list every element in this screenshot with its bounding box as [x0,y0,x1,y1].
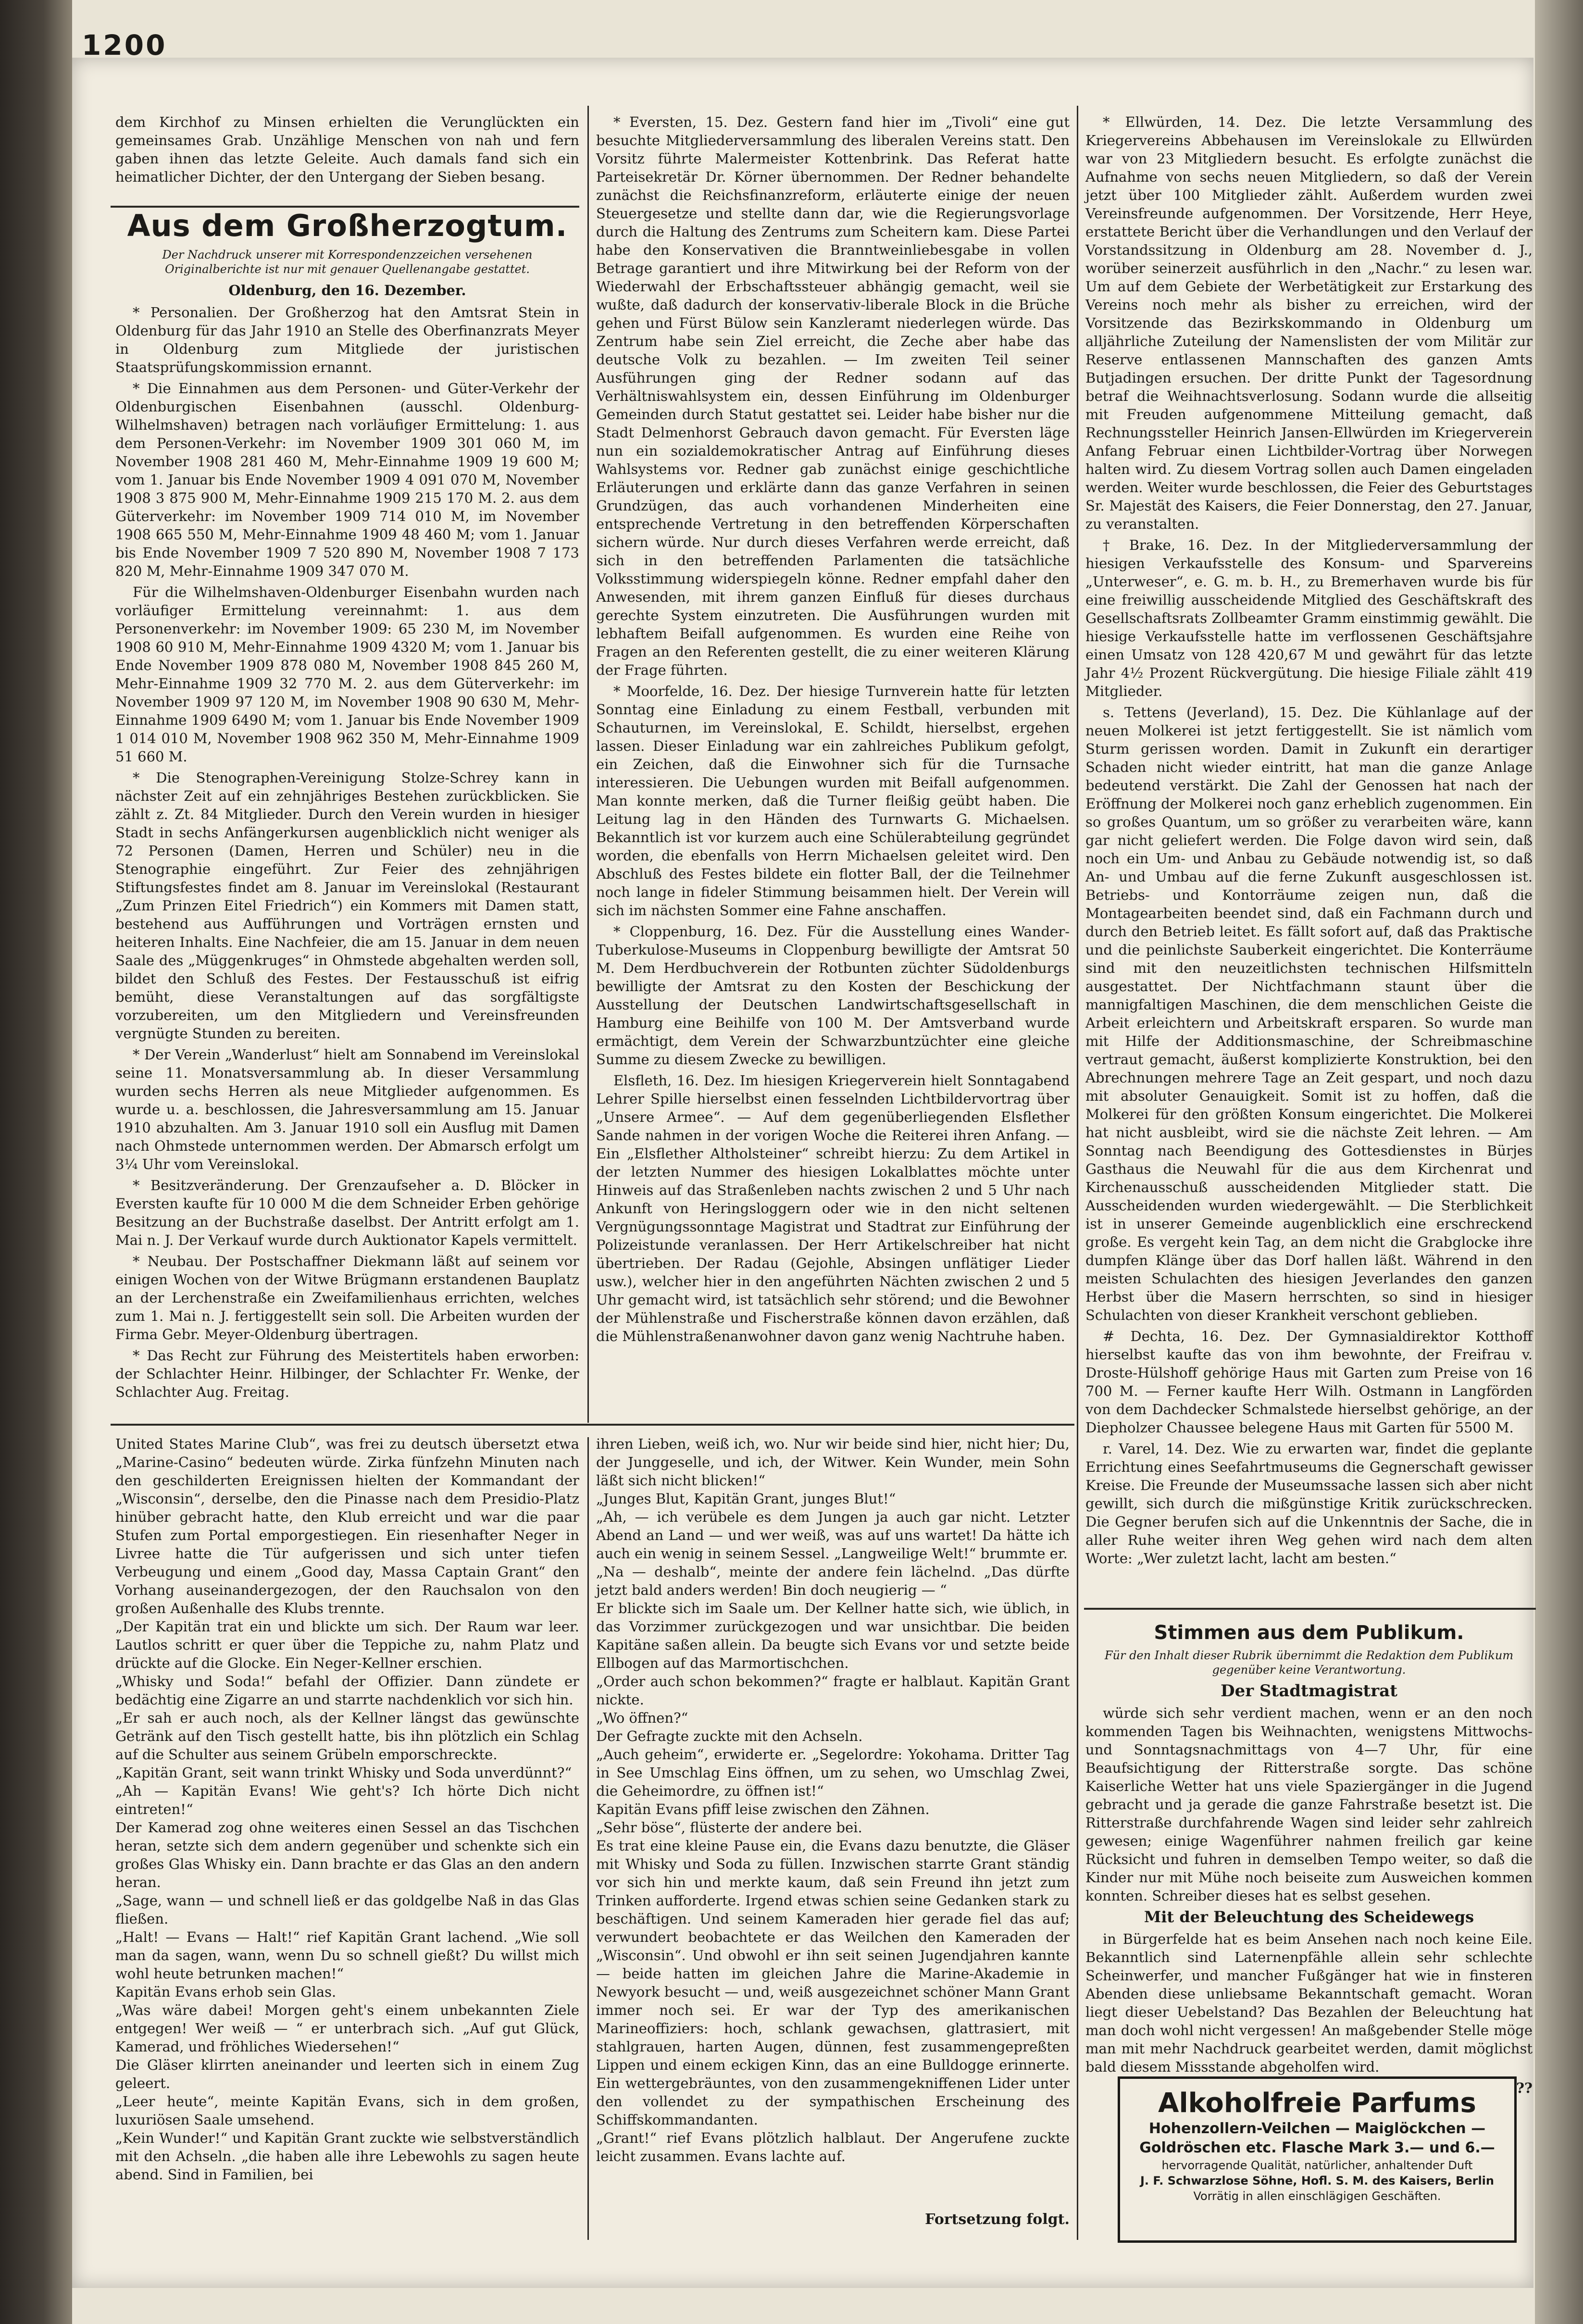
advertisement [1118,2076,1517,2243]
article-text: * Personalien. Der Großherzog hat den Amtsrat Stein in Oldenburg für das Jahr 1910 an Stelle des Oberfinanzrats Meyer in Oldenburg zum Mitgliede der juristischen Staatsprüfungskommission ernannt. [115,304,579,375]
section-note: Der Nachdruck unserer mit Korrespondenzzeichen versehenen Originalberichte ist nur mit genauer Quellenangabe gestattet. [162,248,533,276]
article-text: * Das Recht zur Führung des Meistertitels haben erworben: der Schlachter Heinr. Hilbinger, der Schlachter Fr. Wenke, der Schlachter Aug. Freitag. [115,1347,579,1400]
ad-line: hervorragende Qualität, natürlicher, anhaltender Duft [1161,2159,1473,2172]
article-text: Elsfleth, 16. Dez. Im hiesigen Kriegerverein hielt Sonntagabend Lehrer Spille hierselbst einen fesselnden Lichtbildervortrag über „Unsere Armee“. — Auf dem gegenüberliegenden Elsflether Sande nahmen in der vorigen Woche die Reiterei ihren Anfang. — Ein „Elsflether Altholsteiner“ schreibt hierzu: Zu dem Artikel in der letzten Nummer des hiesigen Lokalblattes möchte unter Hinweis auf das Straßenleben nachts zwischen 2 und 5 Uhr nach Ankunft von Heringsloggern oder wie in den nicht seltenen Vergnügungssonntage Magistrat und Stadtrat zur Einführung der Polizeistunde veranlassen. Der Herr Artikelschreiber hat nicht übertrieben. Der Radau (Gejohle, Absingen unflätiger Lieder usw.), welcher hier in den angeführten Nächten zwischen 2 und 5 Uhr gemacht wird, ist tatsächlich sehr störend; und die Bewohner der Mühlenstraße und Fischerstraße können davon erzählen, daß die Mühlenstraßenanwohner davon ganz wenig Nachtruhe haben. [596,1072,1070,1344]
book-binding [0,0,72,2324]
publikum-signature: ?? [1516,2080,1533,2096]
publikum-subhead: Der Stadtmagistrat [1221,1681,1397,1701]
article-text: * Die Stenographen-Vereinigung Stolze-Schrey kann in nächster Zeit auf ein zehnjähriges Bestehen zurückblicken. Sie zählt z. Zt. 84 Mitglieder. Durch den Verein wurden in hiesiger Stadt in sechs Anfängerkursen augenblicklich nicht weniger als 72 Personen (Damen, Herren und Schüler) neu in die Stenographie eingeführt. Zur Feier des zehnjährigen Stiftungsfestes findet am 8. Januar im Vereinslokal (Restaurant „Zum Prinzen Eitel Friedrich“) ein Kommers mit Damen statt, bestehend aus Aufführungen und Vorträgen ernsten und heiteren Inhalts. Eine Nachfeier, die am 15. Januar in dem neuen Saale des „Müggenkruges“ in Ohmstede abgehalten werden soll, bildet den Schluß des Festes. Der Festausschuß ist eifrig bemüht, diese Veranstaltungen auf das sorgfältigste vorzubereiten, um den Mitgliedern und Vereinsfreunden vergnügte Stunden zu bereiten. [115,770,579,1042]
serial-story-right: ihren Lieben, weiß ich, wo. Nur wir beide sind hier, nicht hier; Du, der Junggeselle, und ich, der Witwer. Kein Wunder, mein Sohn läßt sich nicht blicken!“ „Junges Blut, Kapitän Grant, junges Blut!“ „Ah, — ich verübele es dem Jungen ja auch gar nicht. Letzter Abend an Land — und wer weiß, was auf uns wartet! Da hätte ich auch ein wenig in seinem Sessel. „Langweilige Welt!“ brummte er. „Na — deshalb“, meinte der andere fein lächelnd. „Das dürfte jetzt bald anders werden! Bin doch neugierig — “ Er blickte sich im Saale um. Der Kellner hatte sich, wie üblich, in das Vorzimmer zurückgezogen und war unsichtbar. Die beiden Kapitäne saßen allein. Da beugte sich Evans vor und setzte beide Ellbogen auf das Marmortischchen. „Order auch schon bekommen?“ fragte er halblaut. Kapitän Grant nickte. „Wo öffnen?“ Der Gefragte zuckte mit den Achseln. „Auch geheim“, erwiderte er. „Segelordre: Yokohama. Dritter Tag in See Umschlag Eins öffnen, um zu sehen, wo Umschlag Zwei, die Geheimordre, zu öffnen ist!“ Kapitän Evans pfiff leise zwischen den Zähnen. „Sehr böse“, flüsterte der andere bei. Es trat eine kleine Pause ein, die Evans dazu benutzte, die Gläser mit Whisky und Soda zu füllen. Inzwischen starrte Grant ständig vor sich hin und merkte kaum, daß sein Freund ihn jetzt zum Trinken aufforderte. Irgend etwas schien seine Gedanken stark zu beschäftigen. Und seinem Kameraden hier gerade fiel das auf; verwundert beobachtete er das Weilchen den Kameraden der „Wisconsin“. Und obwohl er ihn seit seinen Jugendjahren kannte — beide hatten im gleichen Jahre die Marine-Akademie in Newyork besucht — und, weiß ausgezeichnet schöner Mann Grant immer noch sei. Er war der Typ des amerikanischen Marineoffiziers: hoch, schlank gewachsen, glattrasiert, mit stahlgrauen, harten Augen, dünnen, fest zusammengepreßten Lippen und einem eckigen Kinn, das an eine Bulldogge erinnerte. Ein wettergebräuntes, von den zusammengekniffenen Lider unter den vollendet zu der sympathischen Erscheinung des Schiffskommandanten. „Grant!“ rief Evans plötzlich halblaut. Der Angerufene zuckte leicht zusammen. Evans lachte auf. [596,1436,1070,2164]
section-title: Aus dem Großherzogtum. [127,208,568,243]
article-text: r. Varel, 14. Dez. Wie zu erwarten war, findet die geplante Errichtung eines Seefahrtmuseums die Gegnerschaft gewisser Kreise. Die Freunde der Museumssache lassen sich aber nicht gewillt, sich durch die mißgünstige Kritik zurückschrecken. Die Gegner berufen sich auf die Unkenntnis der Sache, die in aller Ruhe weiter ihren Weg gehen wird nach dem alten Worte: „Wer zuletzt lacht, lacht am besten.“ [1085,1441,1533,1566]
article-text: dem Kirchhof zu Minsen erhielten die Verunglückten ein gemeinsames Grab. Unzählige Menschen von nah und fern gaben ihnen das letzte Geleite. Auch damals fand sich ein heimatlicher Dichter, der den Untergang der Sieben besang. [115,114,579,185]
article-text: # Dechta, 16. Dez. Der Gymnasialdirektor Kotthoff hierselbst kaufte das von ihm bewohnte, der Freifrau v. Droste-Hülshoff gehörige Haus mit Garten zum Preise von 16 700 M. — Ferner kaufte Herr Wilh. Ostmann in Langförden von dem Dachdecker Schmalstede hierselbst gehörige, an der Diepholzer Chaussee belegene Haus mit Garten für 5500 M. [1085,1328,1533,1436]
article-text: Für die Wilhelmshaven-Oldenburger Eisenbahn wurden nach vorläufiger Ermittelung vereinnahmt: 1. aus dem Personenverkehr: im November 1909: 65 230 M, im November 1908 60 910 M, Mehr-Einnahme 1909 4320 M; vom 1. Januar bis Ende November 1909 878 080 M, November 1908 845 260 M, Mehr-Einnahme 1909 32 770 M. 2. aus dem Güterverkehr: im November 1909 97 120 M, im November 1908 90 630 M, Mehr-Einnahme 1909 6490 M; vom 1. Januar bis Ende November 1909 1 014 010 M, November 1908 962 350 M, Mehr-Einnahme 1909 51 660 M. [115,584,579,765]
continued-note: Fortsetzung folgt. [925,2211,1070,2228]
publikum-subhead: Mit der Beleuchtung des Scheidewegs [1144,1908,1474,1926]
serial-story-left: United States Marine Club“, was frei zu deutsch übersetzt etwa „Marine-Casino“ bedeuten würde. Zirka fünfzehn Minuten nach den geschilderten Ereignissen hielten der Kommandant der „Wisconsin“, derselbe, den die Pinasse nach dem Presidio-Platz hinüber gebracht hatte, den Klub erreicht und war die paar Stufen zum Portal emporgestiegen. Ein riesenhafter Neger in Livree hatte die Tür aufgerissen und sich unter tiefen Verbeugung und einem „Good day, Massa Captain Grant“ den Vorhang auseinandergezogen, der den Rauchsalon von den großen Außenhalle des Klubs trennte. „Der Kapitän trat ein und blickte um sich. Der Raum war leer. Lautlos schritt er quer über die Teppiche zu, nahm Platz und drückte auf die Glocke. Ein Neger-Kellner erschien. „Whisky und Soda!“ befahl der Offizier. Dann zündete er bedächtig eine Zigarre an und starrte nachdenklich vor sich hin. „Er sah er auch noch, als der Kellner längst das gewünschte Getränk auf den Tisch gestellt hatte, bis ihn plötzlich ein Schlag auf die Schulter aus seinem Grübeln emporschreckte. „Kapitän Grant, seit wann trinkt Whisky und Soda unverdünnt?“ „Ah — Kapitän Evans! Wie geht's? Ich hörte Dich nicht eintreten!“ Der Kamerad zog ohne weiteres einen Sessel an das Tischchen heran, setzte sich dem andern gegenüber und schenkte sich ein großes Glas Whisky ein. Dann brachte er das Glas an den andern heran. „Sage, wann — und schnell ließ er das goldgelbe Naß in das Glas fließen. „Halt! — Evans — Halt!“ rief Kapitän Grant lachend. „Wie soll man da sagen, wann, wenn Du so schnell gießt? Du willst mich wohl heute betrunken machen!“ Kapitän Evans erhob sein Glas. „Was wäre dabei! Morgen geht's einem unbekannten Ziele entgegen! Wer weiß — “ er unterbrach sich. „Auf gut Glück, Kamerad, und fröhliches Wiedersehen!“ Die Gläser klirrten aneinander und leerten sich in einem Zug geleert. „Leer heute“, meinte Kapitän Evans, sich in dem großen, luxuriösen Saale umsehend. „Kein Wunder!“ und Kapitän Grant zuckte wie selbstverständlich mit den Achseln. „die haben alle ihre Lebewohls zu sagen heute abend. Sind in Familien, bei [115,1436,579,2183]
article-text: * Cloppenburg, 16. Dez. Für die Ausstellung eines Wander-Tuberkulose-Museums in Cloppenburg bewilligte der Amtsrat 50 M. Dem Herdbuchverein der Rotbunten züchter Südoldenburgs bewilligte der Amtsrat zu den Kosten der Beschickung der Ausstellung der Deutschen Landwirtschaftsgesellschaft in Hamburg eine Beihilfe von 100 M. Der Amtsverband wurde ermächtigt, dem Verein der Schwarzbuntzüchter eine gleiche Summe zu diesem Zwecke zu bewilligen. [596,923,1070,1068]
article-text: * Neubau. Der Postschaffner Diekmann läßt auf seinem vor einigen Wochen von der Witwe Brügmann erstandenen Bauplatz an der Lerchenstraße ein Zweifamilienhaus errichten, welches zum 1. Mai n. J. fertiggestellt sein soll. Die Arbeiten wurden der Firma Gebr. Meyer-Oldenburg übertragen. [115,1253,579,1342]
dateline: Oldenburg, den 16. Dezember. [228,282,466,298]
column-3 [1085,113,1533,1603]
publikum-section [1085,1617,1533,2096]
publikum-title: Stimmen aus dem Publikum. [1154,1622,1464,1644]
publikum-text: würde sich sehr verdient machen, wenn er an den noch kommenden Tagen bis Weihnachten, wenigstens Mittwochs- und Sonntagsnachmittags von 4—7 Uhr, für eine Beaufsichtigung der Ritterstraße sorgte. Das schöne Kaiserliche Wetter hat uns viele Spaziergänger in die Jugend gebracht und ja gerade die ganze Fahrstraße besetzt ist. Die Ritterstraße durchfahrende Wagen sind leider sehr zahlreich gewesen; einige Wagenführer nahmen freilich gar keine Rücksicht und fuhren in demselben Tempo weiter, so daß die Kinder nur mit Mühe noch beiseite zum Ausweichen kommen konnten. Schreiber dieses hat es selbst gesehen. [1085,1705,1533,1904]
publikum-text: in Bürgerfelde hat es beim Ansehen nach noch keine Eile. Bekanntlich sind Laternenpfähle allein sehr schlechte Scheinwerfer, und mancher Fußgänger hat wie in finsteren Abenden diese unliebsame Bekanntschaft gemacht. Woran liegt dieser Uebelstand? Das Bezahlen der Beleuchtung hat man doch wohl nicht vergessen! An maßgebender Stelle möge man mit mehr Nachdruck gearbeitet werden, damit möglichst bald diesem Missstande abgeholfen wird. [1085,1931,1533,2075]
column-1 [115,113,579,1420]
column-rule [1077,106,1078,2240]
article-text: * Moorfelde, 16. Dez. Der hiesige Turnverein hatte für letzten Sonntag eine Einladung zu einem Festball, verbunden mit Schauturnen, im Vereinslokal, E. Schildt, hierselbst, ergehen lassen. Dieser Einladung war ein zahlreiches Publikum gefolgt, ein Zeichen, daß die Einwohner sich für die Turnsache interessieren. Die Uebungen wurden mit Beifall aufgenommen. Man konnte merken, daß die Turner fleißig geübt haben. Die Leitung lag in den Händen des Turnwarts G. Michaelsen. Bekanntlich ist vor kurzem auch eine Schülerabteilung gegründet worden, die ebenfalls von Herrn Michaelsen geleitet wird. Den Abschluß des Festes bildete ein flotter Ball, der die Teilnehmer noch lange in fideler Stimmung beisammen hielt. Der Verein will sich im nächsten Sommer eine Fahne anschaffen. [596,683,1070,919]
ad-title: Alkoholfreie Parfums [1158,2088,1476,2119]
publikum-note: Für den Inhalt dieser Rubrik übernimmt die Redaktion dem Publikum gegenüber keine Verantwortung. [1104,1649,1514,1677]
ad-line: Goldröschen etc. Flasche Mark 3.— und 6.— [1139,2139,1495,2156]
article-text: * Die Einnahmen aus dem Personen- und Güter-Verkehr der Oldenburgischen Eisenbahnen (ausschl. Oldenburg-Wilhelmshaven) betragen nach vorläufiger Ermittelung: 1. aus dem Personen-Verkehr: im November 1909 301 060 M, im November 1908 281 460 M, Mehr-Einnahme 1909 19 600 M; vom 1. Januar bis Ende November 1909 4 091 070 M, November 1908 3 875 900 M, Mehr-Einnahme 1909 215 170 M. 2. aus dem Güterverkehr: im November 1909 714 010 M, im November 1908 665 550 M, Mehr-Einnahme 1909 48 460 M; vom 1. Januar bis Ende November 1909 7 520 890 M, November 1908 7 173 820 M, Mehr-Einnahme 1909 347 070 M. [115,380,579,579]
page-number: 1200 [82,29,167,62]
article-text: * Eversten, 15. Dez. Gestern fand hier im „Tivoli“ eine gut besuchte Mitgliederversammlung des liberalen Vereins statt. Den Vorsitz führte Malermeister Kottenbrink. Das Referat hatte Parteisekretär Dr. Körner übernommen. Der Redner behandelte zunächst die Reichsfinanzreform, erläuterte einige der neuen Steuergesetze und stellte dann dar, wie die Regierungsvorlage durch die Haltung des Zentrums zum Scheitern kam. Diese Partei habe den Konservativen die Branntweinliebesgabe in vollen Betrage garantiert und ihre Mitwirkung bei der Reform von der Wiederwahl der Erbschaftssteuer abhängig gemacht, weil sie wußte, daß dadurch der konservativ-liberale Block in die Brüche gehen und Fürst Bülow sein Kanzleramt niederlegen würde. Das Zentrum habe sein Ziel erreicht, die Zeche aber habe das deutsche Volk zu bezahlen. — Im zweiten Teil seiner Ausführungen ging der Redner sodann auf das Verhältniswahlsystem ein, dessen Einführung im Oldenburger Gemeinden durch Statut gestattet sei. Leider habe bisher nur die Stadt Delmenhorst Gebrauch davon gemacht. Für Eversten läge nun ein sozialdemokratischer Antrag auf Einführung dieses Wahlsystems vor. Redner gab zunächst einige geschichtliche Erläuterungen und erklärte dann das ganze Verfahren in seinen Grundzügen, das auch vorhandenen Minderheiten eine entsprechende Vertretung in den betreffenden Körperschaften sichern würde. Nur durch dieses Verfahren werde erreicht, daß sich in den betreffenden Parlamenten die tatsächliche Volksstimmung widerspiegeln könne. Redner empfahl daher den Anwesenden, mit ihrem ganzen Einfluß für dieses durchaus gerechte System einzutreten. Die Ausführungen wurden mit lebhaftem Beifall aufgenommen. Es wurden eine Reihe von Fragen an den Referenten gestellt, die zu einer weiteren Klärung der Frage führten. [596,114,1070,678]
article-text: s. Tettens (Jeverland), 15. Dez. Die Kühlanlage auf der neuen Molkerei ist jetzt fertiggestellt. Sie ist nämlich vom Sturm gerissen worden. Damit in Zukunft ein derartiger Schaden nicht wieder eintritt, hat man die ganze Anlage bedeutend verstärkt. Die Zahl der Genossen hat nach der Eröffnung der Molkerei noch ganz erheblich zugenommen. Ein so großes Quantum, um so größer zu verarbeiten wäre, kann gar nicht geliefert werden. Die Folge davon wird sein, daß noch ein Um- und Anbau zu Gebäude notwendig ist, so daß An- und Umbau auf die ferne Zukunft ausgeschlossen ist. Betriebs- und Kontorräume zeigen nun, daß die Montagearbeiten beendet sind, daß ein Fachmann durch und durch den Betrieb leitet. Es fällt sofort auf, daß das Praktische und die peinlichste Sauberkeit eingerichtet. Die Konterräume sind mit den neuzeitlichsten technischen Hilfsmitteln ausgestattet. Der Nichtfachmann staunt über die mannigfaltigen Maschinen, die dem menschlichen Geiste die Arbeit erleichtern und Arbeitskraft ersparen. So wurde man mit Hilfe der Additionsmaschine, der Schreibmaschine vertraut gemacht, äußerst komplizierte Konstruktion, bei den Abrechnungen mehrere Tage an Zeit gespart, und noch dazu mit absoluter Genauigkeit. Somit ist zu hoffen, daß die Molkerei für den größten Konsum eingerichtet. Die Molkerei hat nicht ausbleibt, wird sie die nächste Zeit lehren. — Am Sonntag nach Beendigung des Gottesdienstes in Bürjes Gasthaus die Neuwahl für die aus dem Kirchenrat und Kirchenausschuß ausscheidenden Mitglieder statt. Die Ausscheidenden wurden wiedergewählt. — Die Sterblichkeit ist in unserer Gemeinde augenblicklich eine erschreckend große. Es vergeht kein Tag, an dem nicht die Grabglocke ihre dumpfen Klänge über das Dorf hallen läßt. Während in den meisten Schulachten des hiesigen Jeverlandes den ganzen Herbst über die Masern herrschten, so sind in hiesiger Schulachten von dieser Krankheit verschont geblieben. [1085,704,1533,1323]
article-text: * Ellwürden, 14. Dez. Die letzte Versammlung des Kriegervereins Abbehausen im Vereinslokale zu Ellwürden war von 23 Mitgliedern besucht. Es erfolgte zunächst die Aufnahme von sechs neuen Mitgliedern, so daß der Verein jetzt über 100 Mitglieder zählt. Außerdem wurden zwei Vereinsfreunde aufgenommen. Der Vorsitzende, Herr Heye, erstattete Bericht über die Verhandlungen und den Verlauf der Vorstandssitzung in Oldenburg am 28. November d. J., worüber seinerzeit ausführlich in den „Nachr.“ zu lesen war. Um auf dem Gebiete der Werbetätigkeit zur Erstarkung des Vereins noch mehr als bisher zu erreichen, wird der Vorsitzende das Bezirkskommando in Oldenburg um alljährliche Zuteilung der Namenslisten der vom Militär zur Reserve entlassenen Mannschaften des ganzen Amts Butjadingen ersuchen. Der dritte Punkt der Tagesordnung betraf die Weihnachtsverlosung. Sodann wurde die allseitig mit Freuden aufgenommene Mitteilung gemacht, daß Rechnungssteller Heinrich Jansen-Ellwürden im Kriegerverein Anfang Februar einen Lichtbilder-Vortrag über Norwegen halten wird. Zu diesem Vortrag sollen auch Damen eingeladen werden. Weiter wurde beschlossen, die Feier des Geburtstages Sr. Majestät des Kaisers, die Feier Donnerstag, den 27. Januar, zu veranstalten. [1085,114,1533,532]
article-text: * Besitzveränderung. Der Grenzaufseher a. D. Blöcker in Eversten kaufte für 10 000 M die dem Schneider Erben gehörige Besitzung an der Buchstraße daselbst. Der Antritt erfolgt am 1. Mai n. J. Der Verkauf wurde durch Auktionator Kapels vermittelt. [115,1177,579,1248]
ad-line: Vorrätig in allen einschlägigen Geschäften. [1193,2189,1441,2203]
ad-line: Hohenzollern-Veilchen — Maiglöckchen — [1148,2120,1486,2137]
page-edge [1535,0,1583,2324]
column-rule [587,106,589,1423]
section-rule [1084,1608,1536,1610]
article-text: † Brake, 16. Dez. In der Mitgliederversammlung der hiesigen Verkaufsstelle des Konsum- und Sparvereins „Unterweser“, e. G. m. b. H., zu Bremerhaven wurde bis für eine freiwillig ausscheidende Mitglied des Geschäftskraft des Gesellschaftsrats Zollbeamter Gramm einstimmig gewählt. Die hiesige Verkaufsstelle hatte im verflossenen Geschäftsjahre einen Umsatz von 128 420,67 M und gewährt für das letzte Jahr 4½ Prozent Rückvergütung. Die hiesige Filiale zählt 419 Mitglieder. [1085,537,1533,699]
column-rule [587,1437,589,2240]
ad-line: J. F. Schwarzlose Söhne, Hofl. S. M. des Kaisers, Berlin [1140,2174,1494,2187]
article-text: * Der Verein „Wanderlust“ hielt am Sonnabend im Vereinslokal seine 11. Monatsversammlung ab. In dieser Versammlung wurden sechs Herren als neue Mitglieder aufgenommen. Es wurde u. a. beschlossen, die Jahresversammlung am 15. Januar 1910 abzuhalten. Am 3. Januar 1910 soll ein Ausflug mit Damen nach Ohmstede unternommen werden. Der Abmarsch erfolgt um 3¼ Uhr vom Vereinslokal. [115,1046,579,1172]
section-rule [111,1424,1074,1426]
column-2 [596,113,1070,1420]
